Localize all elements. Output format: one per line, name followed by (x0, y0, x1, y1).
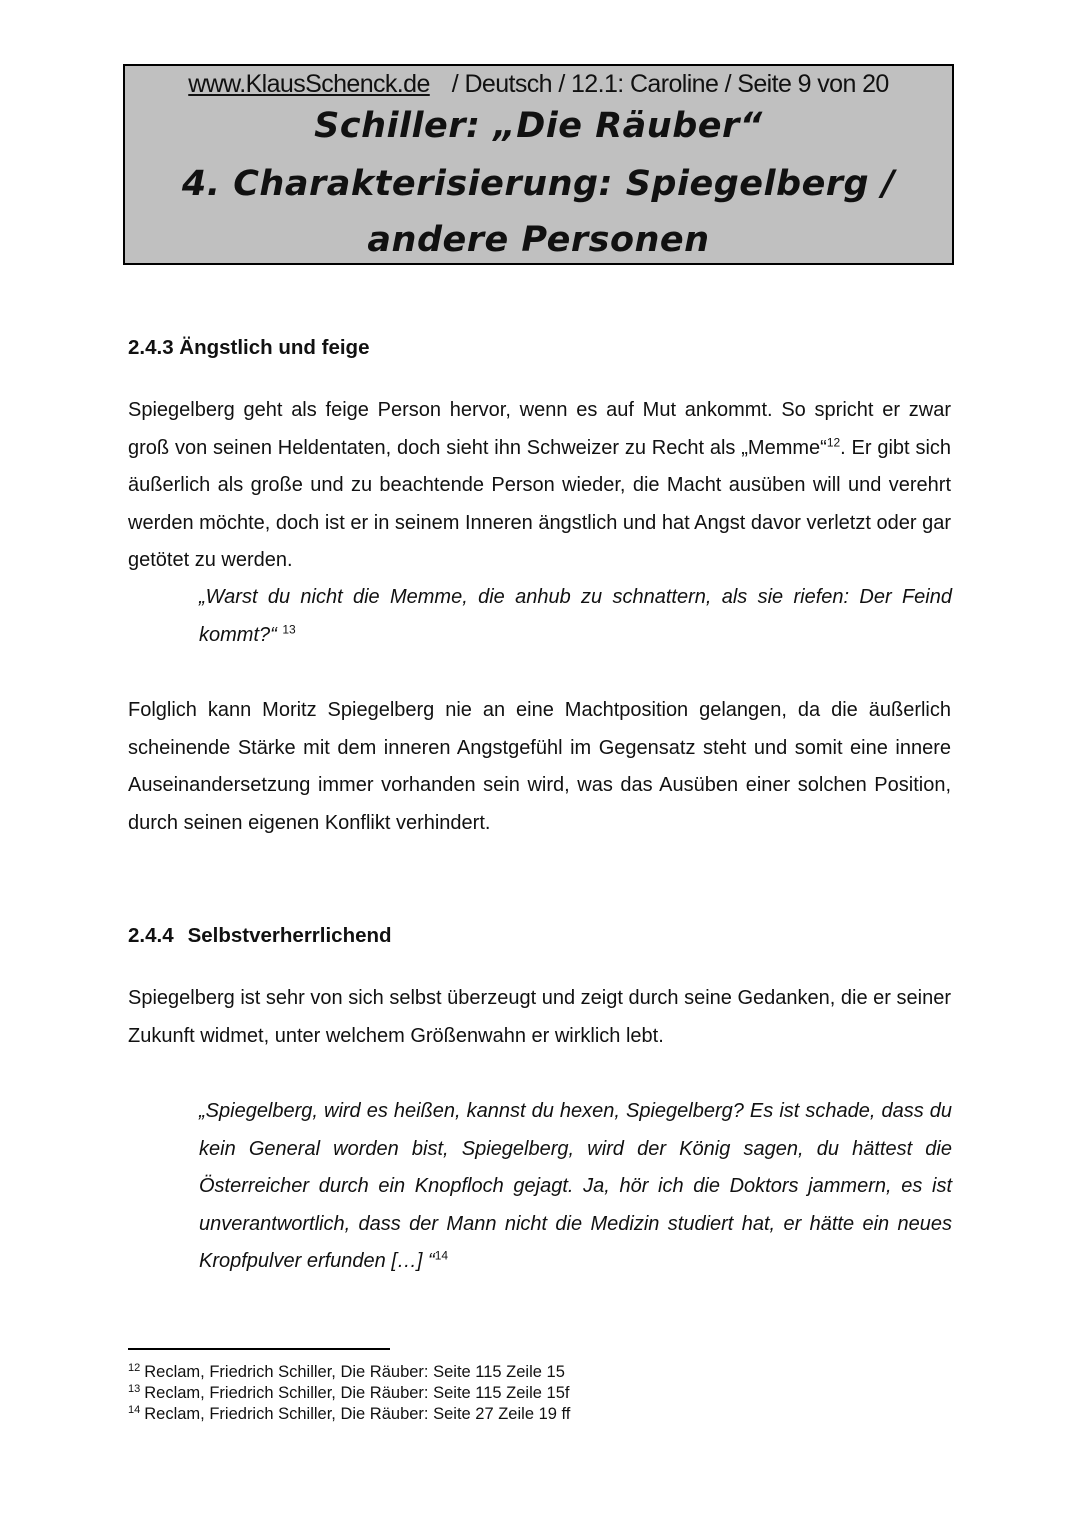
paragraph-text: . Er gibt sich äußerlich als große und zu beachtende Person wieder, die Macht ausüben will und verehrt werden möchte, doch ist er in seinem Inneren ängstlich und hat Angst davor verletzt oder gar getötet zu werden. (128, 436, 952, 572)
footnote-text: Reclam, Friedrich Schiller, Die Räuber: Seite 115 Zeile 15f (144, 1384, 570, 1402)
site-url-link[interactable]: www.KlausSchenck.de (188, 70, 430, 98)
title-line-2: 4. Charakterisierung: Spiegelberg / (181, 164, 896, 204)
quote-memme (199, 579, 952, 654)
header-box (123, 64, 954, 265)
section-heading-244 (128, 924, 392, 948)
heading-text: Selbstverherrlichend (187, 924, 392, 947)
heading-number: 2.4.4 (128, 924, 174, 947)
paragraph-feige (128, 392, 951, 580)
footnote-number: 14 (128, 1403, 141, 1416)
footnote-ref-14: 14 (434, 1248, 449, 1263)
footnote-ref-12: 12 (826, 434, 841, 449)
footnote-number: 13 (128, 1382, 141, 1395)
footnotes (128, 1362, 570, 1425)
quote-text: „Spiegelberg, wird es heißen, kannst du hexen, Spiegelberg? Es ist schade, dass du kein General worden bist, Spiegelberg, wird der König sagen, du hättest die Österreicher durch ein Knopfloch gejagt. Ja, hör ich die Doktors jammern, es ist unverantwortlich, dass der Mann nicht die Medizin studiert hat, er hätte ein neues Kropfpulver erfunden […] “ (199, 1100, 952, 1273)
footnote-ref-13: 13 (282, 621, 296, 636)
quote-text: „Warst du nicht die Memme, die anhub zu schnattern, als sie riefen: Der Feind kommt?“ (199, 586, 952, 646)
header-path: / Deutsch / 12.1: Caroline / Seite 9 von 20 (451, 70, 889, 98)
footnote-12 (128, 1362, 570, 1383)
header-site-line (125, 70, 952, 99)
title-line-3: andere Personen (367, 220, 710, 260)
paragraph-folglich: Folglich kann Moritz Spiegelberg nie an eine Machtposition gelangen, da die äußerlich scheinende Stärke mit dem inneren Angstgefühl im Gegensatz steht und somit eine innere Auseinandersetzung immer vorhanden sein wird, was das Ausüben einer solchen Position, durch seinen eigenen Konflikt verhindert. (128, 699, 951, 834)
footnote-text: Reclam, Friedrich Schiller, Die Räuber: Seite 115 Zeile 15 (144, 1363, 565, 1381)
quote-spiegelberg (199, 1093, 952, 1281)
footnote-14 (128, 1404, 570, 1425)
footnote-13 (128, 1383, 570, 1404)
footnote-divider (128, 1348, 390, 1350)
footnote-text: Reclam, Friedrich Schiller, Die Räuber: Seite 27 Zeile 19 ff (144, 1405, 571, 1423)
paragraph-selbstverherrlichend: Spiegelberg ist sehr von sich selbst überzeugt und zeigt durch seine Gedanken, die er seiner Zukunft widmet, unter welchem Größenwahn er wirklich lebt. (128, 987, 951, 1047)
paragraph-text: Spiegelberg geht als feige Person hervor, wenn es auf Mut ankommt. So spricht er zwar groß von seinen Heldentaten, doch sieht ihn Schweizer zu Recht als „Memme“ (128, 399, 951, 459)
footnote-number: 12 (128, 1361, 141, 1374)
title-line-1: Schiller: „Die Räuber“ (314, 106, 763, 146)
section-heading-243: 2.4.3 Ängstlich und feige (128, 336, 370, 359)
